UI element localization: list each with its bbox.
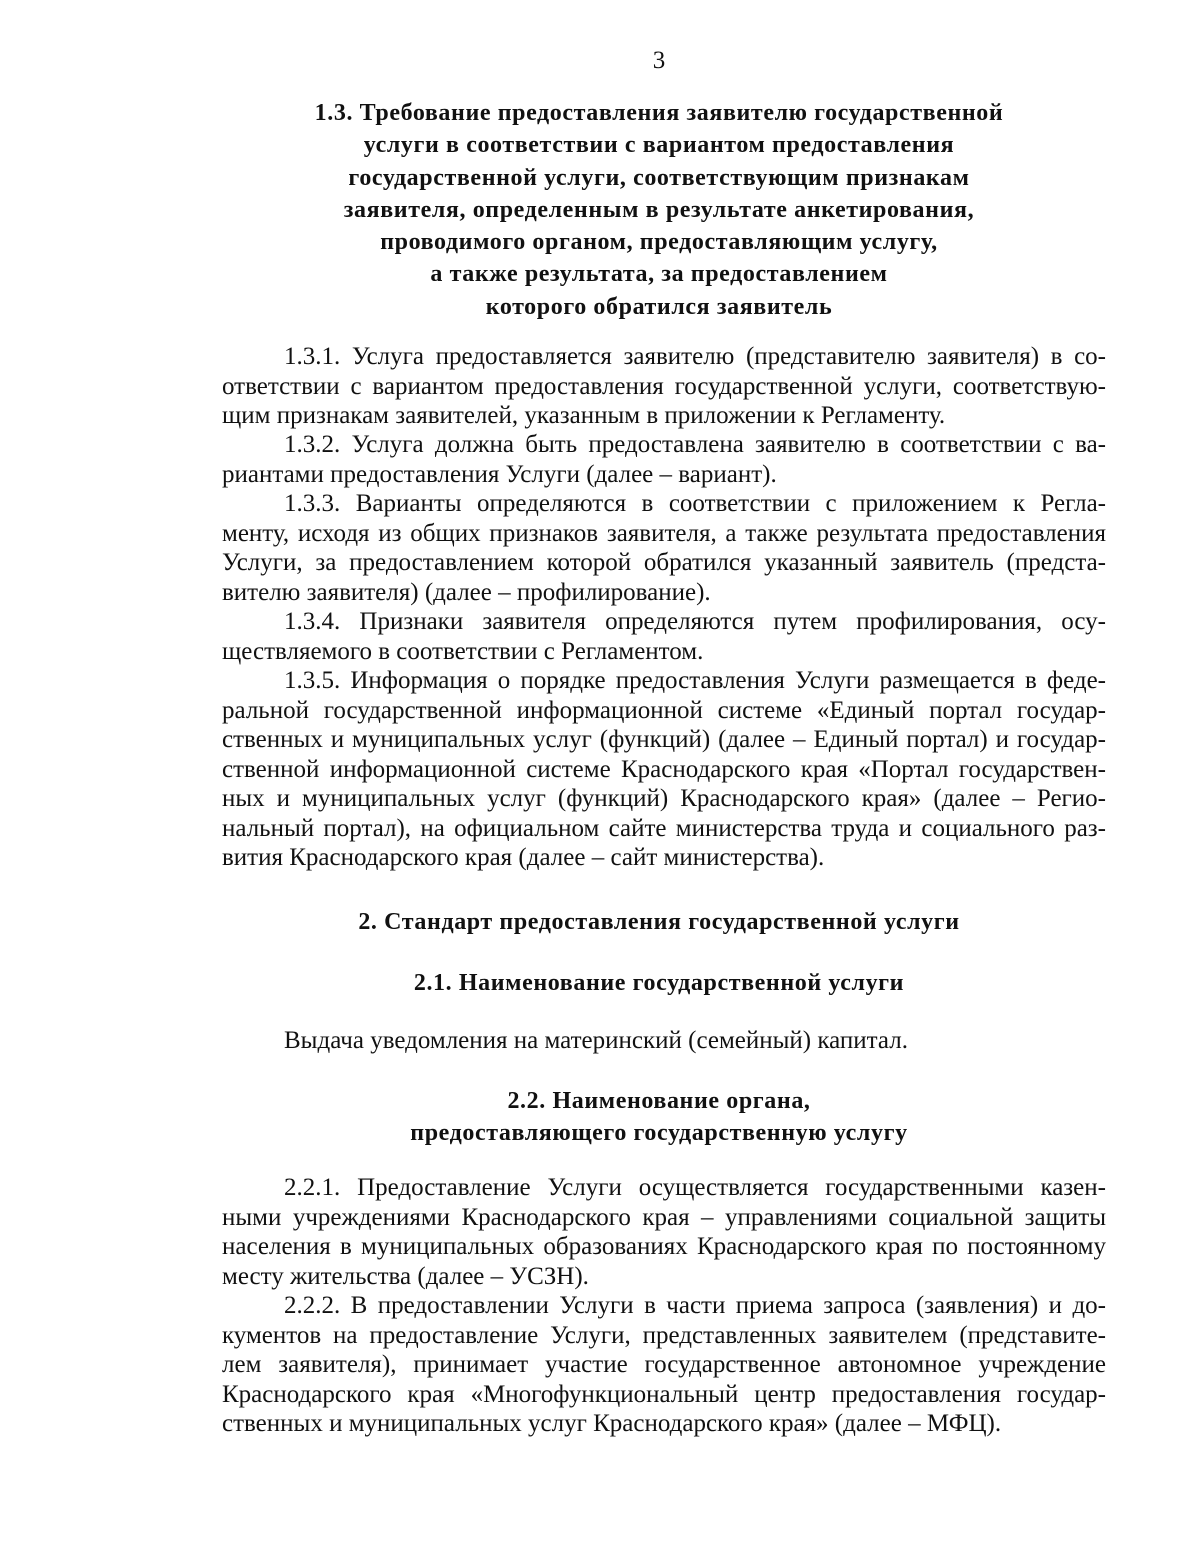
heading-line: 2. Стандарт предоставления государственной услуги	[358, 909, 960, 935]
paragraph-line: Краснодарского края «Многофункциональный центр предоставления государ-	[222, 1380, 1106, 1408]
paragraph-line: нальный портал), на официальном сайте министерства труда и социального раз-	[222, 814, 1106, 842]
paragraph-line: ственных и муниципальных услуг Краснодарского края» (далее – МФЦ).	[222, 1410, 1002, 1437]
heading-line: заявителя, определенным в результате анкетирования,	[343, 196, 975, 223]
paragraph-2-2-2	[222, 1291, 1106, 1439]
page-number: 3	[652, 47, 666, 74]
paragraph-line: ществляемого в соответствии с Регламентом.	[222, 637, 704, 665]
paragraph-line: 1.3.1. Услуга предоставляется заявителю (представителю заявителя) в со-	[284, 343, 1106, 370]
paragraph-line: менту, исходя из общих признаков заявителя, а также результата предоставления	[222, 519, 1106, 547]
paragraph-line: ральной государственной информационной системе «Единый портал государ-	[222, 696, 1106, 724]
heading-line: 2.2. Наименование органа,	[507, 1088, 811, 1114]
paragraph-1-3-1	[222, 342, 1106, 431]
paragraph-line: населения в муниципальных образованиях Краснодарского края по постоянному	[222, 1233, 1106, 1260]
paragraph-line: риантами предоставления Услуги (далее – вариант).	[222, 460, 777, 488]
paragraph-line: месту жительства (далее – УСЗН).	[222, 1262, 589, 1290]
heading-line: государственной услуги, соответствующим признакам	[348, 164, 970, 191]
heading-line: 1.3. Требование предоставления заявителю государственной	[314, 100, 1004, 126]
paragraph-2-2-1	[222, 1173, 1106, 1291]
section-1-3-heading	[0, 97, 1200, 323]
heading-line: которого обратился заявитель	[485, 293, 833, 320]
section-2-2-heading	[0, 1085, 1200, 1150]
paragraph-line: 2.2.2. В предоставлении Услуги в части приема запроса (заявления) и до-	[284, 1292, 1106, 1319]
paragraph-line: 1.3.4. Признаки заявителя определяются путем профилирования, осу-	[284, 608, 1106, 635]
paragraph-1-3-5	[222, 666, 1106, 873]
heading-line: услуги в соответствии с вариантом предоставления	[363, 132, 955, 159]
paragraph-line: вития Краснодарского края (далее – сайт министерства).	[222, 844, 825, 871]
paragraph-1-3-3	[222, 489, 1106, 607]
paragraph-line: щим признакам заявителей, указанным в приложении к Регламенту.	[222, 402, 946, 429]
paragraph-line: 1.3.2. Услуга должна быть предоставлена заявителю в соответствии с ва-	[284, 431, 1106, 458]
heading-line: проводимого органом, предоставляющим услугу,	[380, 229, 938, 256]
paragraph-line: 2.2.1. Предоставление Услуги осуществляется государственными казен-	[284, 1174, 1106, 1201]
paragraph-line: 1.3.3. Варианты определяются в соответствии с приложением к Регла-	[284, 490, 1106, 517]
paragraph-line: ответствии с вариантом предоставления государственной услуги, соответствую-	[222, 372, 1106, 400]
paragraph-line: кументов на предоставление Услуги, представленных заявителем (представите-	[222, 1321, 1106, 1349]
section-2-heading	[0, 906, 1200, 938]
section-2-1-heading	[0, 967, 1200, 999]
paragraph-line: лем заявителя), принимает участие государственное автономное учреждение	[222, 1351, 1106, 1378]
paragraph-line: ными учреждениями Краснодарского края – управлениями социальной защиты	[222, 1203, 1106, 1231]
service-name-text: Выдача уведомления на материнский (семейный) капитал.	[284, 1027, 908, 1054]
paragraph-line: вителю заявителя) (далее – профилирование).	[222, 578, 711, 606]
heading-line: а также результата, за предоставлением	[430, 261, 888, 288]
paragraph-line: 1.3.5. Информация о порядке предоставления Услуги размещается в феде-	[284, 667, 1106, 694]
paragraph-line: Услуги, за предоставлением которой обратился указанный заявитель (предста-	[222, 549, 1106, 576]
paragraph-1-3-2	[222, 430, 1106, 489]
paragraph-line: ственных и муниципальных услуг (функций) (далее – Единый портал) и государ-	[222, 726, 1106, 753]
paragraph-line: ственной информационной системе Краснодарского края «Портал государствен-	[222, 755, 1106, 783]
heading-line: 2.1. Наименование государственной услуги	[413, 970, 905, 996]
paragraph-1-3-4	[222, 607, 1106, 666]
heading-line: предоставляющего государственную услугу	[410, 1120, 908, 1147]
paragraph-line: ных и муниципальных услуг (функций) Краснодарского края» (далее – Регио-	[222, 785, 1106, 812]
